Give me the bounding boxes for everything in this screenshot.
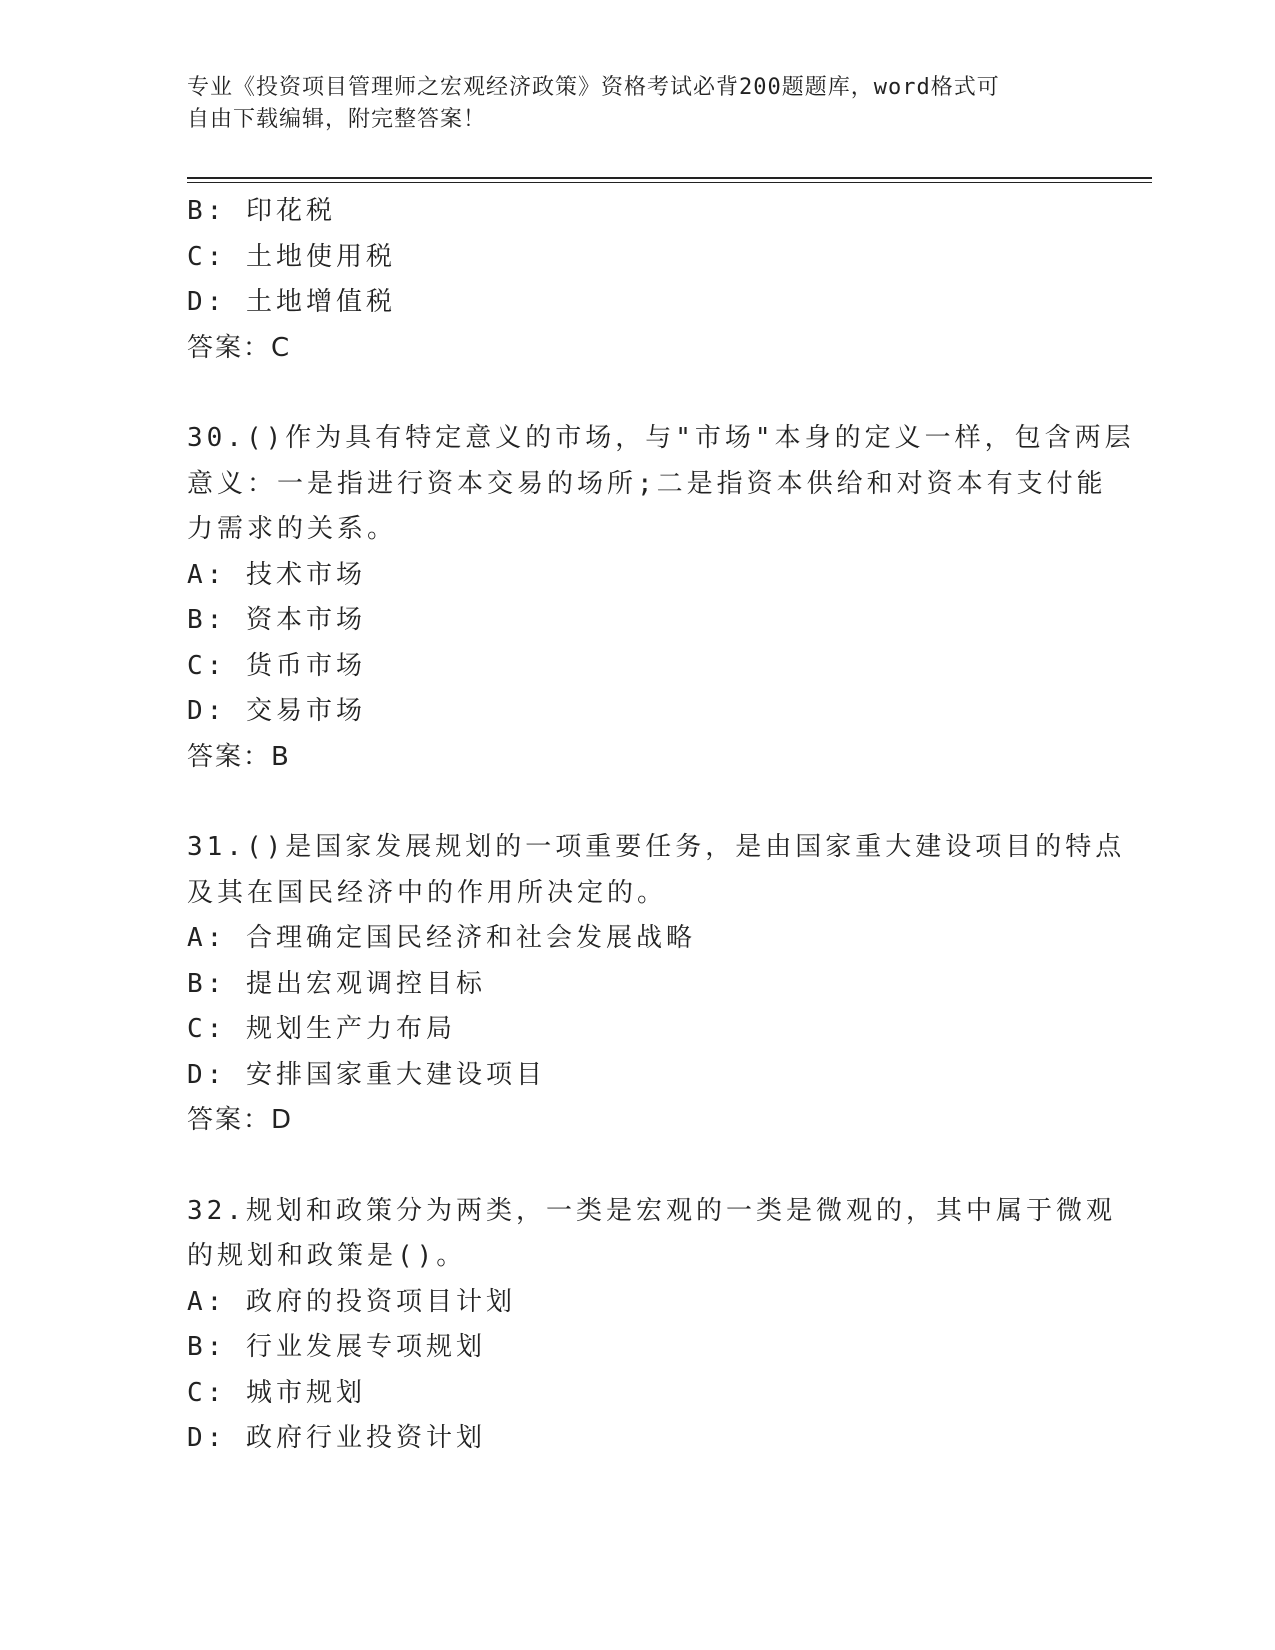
question-stem-line: 力需求的关系。 (187, 514, 398, 544)
question-stem-line: 32.规划和政策分为两类，一类是宏观的一类是微观的，其中属于微观 (187, 1195, 1116, 1226)
question-31 (187, 825, 1126, 1144)
document-header (187, 72, 1067, 136)
question-30 (187, 416, 1135, 780)
option-a: A: 政府的投资项目计划 (187, 1286, 516, 1317)
question-stem-line: 31.()是国家发展规划的一项重要任务，是由国家重大建设项目的特点 (187, 832, 1126, 862)
question-block-continued (187, 189, 1087, 371)
option-d: D: 安排国家重大建设项目 (187, 1059, 546, 1090)
answer-line: 答案：D (187, 1105, 294, 1135)
question-stem-line: 30.()作为具有特定意义的市场，与"市场"本身的定义一样，包含两层 (187, 423, 1135, 453)
option-c: C: 货币市场 (187, 650, 366, 681)
header-line-1: 专业《投资项目管理师之宏观经济政策》资格考试必背200题题库，word格式可 (187, 75, 1000, 100)
answer-line: 答案：B (187, 741, 291, 772)
option-c: C: 土地使用税 (187, 241, 396, 272)
answer-line: 答案：C (187, 332, 292, 363)
option-d: D: 交易市场 (187, 696, 366, 726)
question-stem-line: 的规划和政策是()。 (187, 1241, 467, 1271)
option-d: D: 政府行业投资计划 (187, 1423, 486, 1453)
option-c: C: 城市规划 (187, 1377, 366, 1408)
option-b: B: 印花税 (187, 196, 336, 226)
question-stem-line: 意义：一是指进行资本交易的场所;二是指资本供给和对资本有支付能 (187, 468, 1107, 499)
option-a: A: 合理确定国民经济和社会发展战略 (187, 923, 696, 953)
header-line-2: 自由下载编辑，附完整答案！ (187, 107, 487, 132)
option-b: B: 提出宏观调控目标 (187, 968, 486, 999)
header-divider-thin (187, 182, 1152, 183)
header-divider-thick (187, 177, 1152, 179)
option-d: D: 土地增值税 (187, 287, 396, 317)
option-c: C: 规划生产力布局 (187, 1014, 456, 1044)
option-b: B: 行业发展专项规划 (187, 1332, 486, 1362)
question-stem-line: 及其在国民经济中的作用所决定的。 (187, 877, 668, 908)
question-32 (187, 1189, 1116, 1462)
document-body (187, 189, 1135, 1462)
option-b: B: 资本市场 (187, 605, 366, 635)
option-a: A: 技术市场 (187, 559, 366, 590)
